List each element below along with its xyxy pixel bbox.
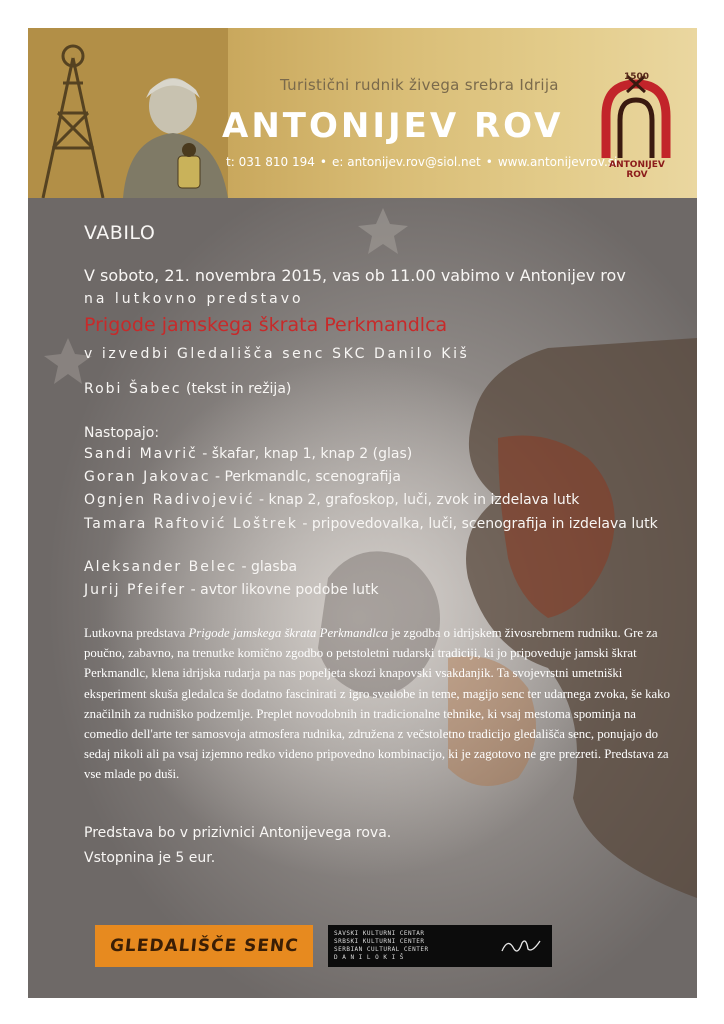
credit-name: Aleksander Belec	[84, 559, 238, 575]
cast-row	[84, 516, 658, 532]
show-title: Prigode jamskega škrata Perkmandlca	[84, 314, 448, 336]
intro-line-1: V soboto, 21. novembra 2015, vas ob 11.00 vabimo v Antonijev rov	[84, 266, 626, 285]
cast-row	[84, 469, 401, 485]
description-body: je zgodba o idrijskem živosrebrnem rudniku. Gre za poučno, zabavno, na trenutke komično zgodbo o petstoletni rudarski tradiciji, ki jo pripoveduje jamski škrat Perkmandlc, klena idrijska rudarja pa nas popeljeta skozi knapovski vsakdanjik. Ta svojevrstni umetniški eksperiment skuša gledalca še dodatno fascinirati z igro svetlobe in teme, magijo senc ter udarnega zvoka, še kako značilnih za rudniško podzemlje. Preplet novodobnih in tradicionalne tehnike, ki vsaj mestoma spominja na comedio dell'arte ter samosvoja atmosfera rudnika, združena z večstoletno tradicijo gledališča senc, ponujajo do sedaj nikoli ali pa vsaj izjemno redko videno pripovedno kombinacijo, ki je zagotovo ne gre prezreti. Predstava za vse mlade po duši.	[84, 626, 670, 782]
credit-role: - avtor likovne podobe lutk	[186, 582, 379, 598]
logo-year: 1500	[624, 72, 650, 82]
skc-line: D A N I L O K I Š	[334, 954, 404, 961]
cast-role: - knap 2, grafoskop, luči, zvok in izdelava lutk	[254, 492, 580, 508]
skc-logo-text	[334, 930, 429, 962]
separator-dot: •	[319, 155, 327, 169]
description-paragraph	[84, 623, 674, 785]
closing-price: Vstopnina je 5 eur.	[84, 850, 216, 866]
credit-name: Jurij Pfeifer	[84, 582, 187, 598]
cast-name: Sandi Mavrič	[84, 446, 198, 462]
skc-line: SERBIAN CULTURAL CENTER	[334, 946, 429, 953]
credit-row	[84, 559, 297, 575]
intro-line-2: na lutkovno predstavo	[84, 291, 304, 307]
closing-venue: Predstava bo v prizivnici Antonijevega rova.	[84, 825, 392, 841]
description-title: Prigode jamskega škrata Perkmandlca	[188, 626, 388, 640]
gledalisce-senc-logo	[95, 925, 313, 967]
cast-role: - pripovedovalka, luči, scenografija in izdelava lutk	[297, 516, 658, 532]
description-lead: Lutkovna predstava	[84, 626, 189, 640]
director-name: Robi Šabec	[84, 381, 182, 397]
phone-text: t: 031 810 194	[226, 155, 315, 169]
cast-name: Ognjen Radivojević	[84, 492, 255, 508]
cast-label: Nastopajo:	[84, 425, 160, 441]
signature-icon	[498, 933, 544, 959]
header-subtitle: Turistični rudnik živega srebra Idrija	[280, 76, 559, 94]
cast-role: - škafar, knap 1, knap 2 (glas)	[197, 446, 413, 462]
skc-line: SAVSKI KULTURNI CENTAR	[334, 930, 425, 937]
website-link[interactable]: www.antonijevrov.si	[497, 155, 618, 169]
cast-role: - Perkmandlc, scenografija	[210, 469, 401, 485]
cast-row	[84, 492, 579, 508]
brand-title: ANTONIJEV ROV	[222, 106, 564, 146]
contact-line	[226, 155, 617, 169]
intro-line-3: v izvedbi Gledališča senc SKC Danilo Kiš	[84, 346, 470, 362]
miner-photo	[28, 28, 228, 198]
director-line	[84, 381, 291, 397]
cast-name: Tamara Raftović Loštrek	[84, 516, 298, 532]
director-role: (tekst in režija)	[181, 381, 292, 397]
skc-danilo-kis-logo	[328, 925, 552, 967]
separator-dot: •	[485, 155, 493, 169]
header-banner	[28, 28, 697, 198]
cast-name: Goran Jakovac	[84, 469, 211, 485]
skc-line: SRBSKI KULTURNI CENTER	[334, 938, 425, 945]
invitation-heading: VABILO	[84, 222, 156, 244]
logo-caption: ANTONIJEV ROV	[609, 160, 665, 180]
gledalisce-senc-logo-text: GLEDALIŠČE SENC	[108, 936, 300, 956]
credit-role: - glasba	[237, 559, 298, 575]
email-link[interactable]: e: antonijev.rov@siol.net	[331, 155, 481, 169]
credit-row	[84, 582, 379, 598]
cast-row	[84, 446, 412, 462]
